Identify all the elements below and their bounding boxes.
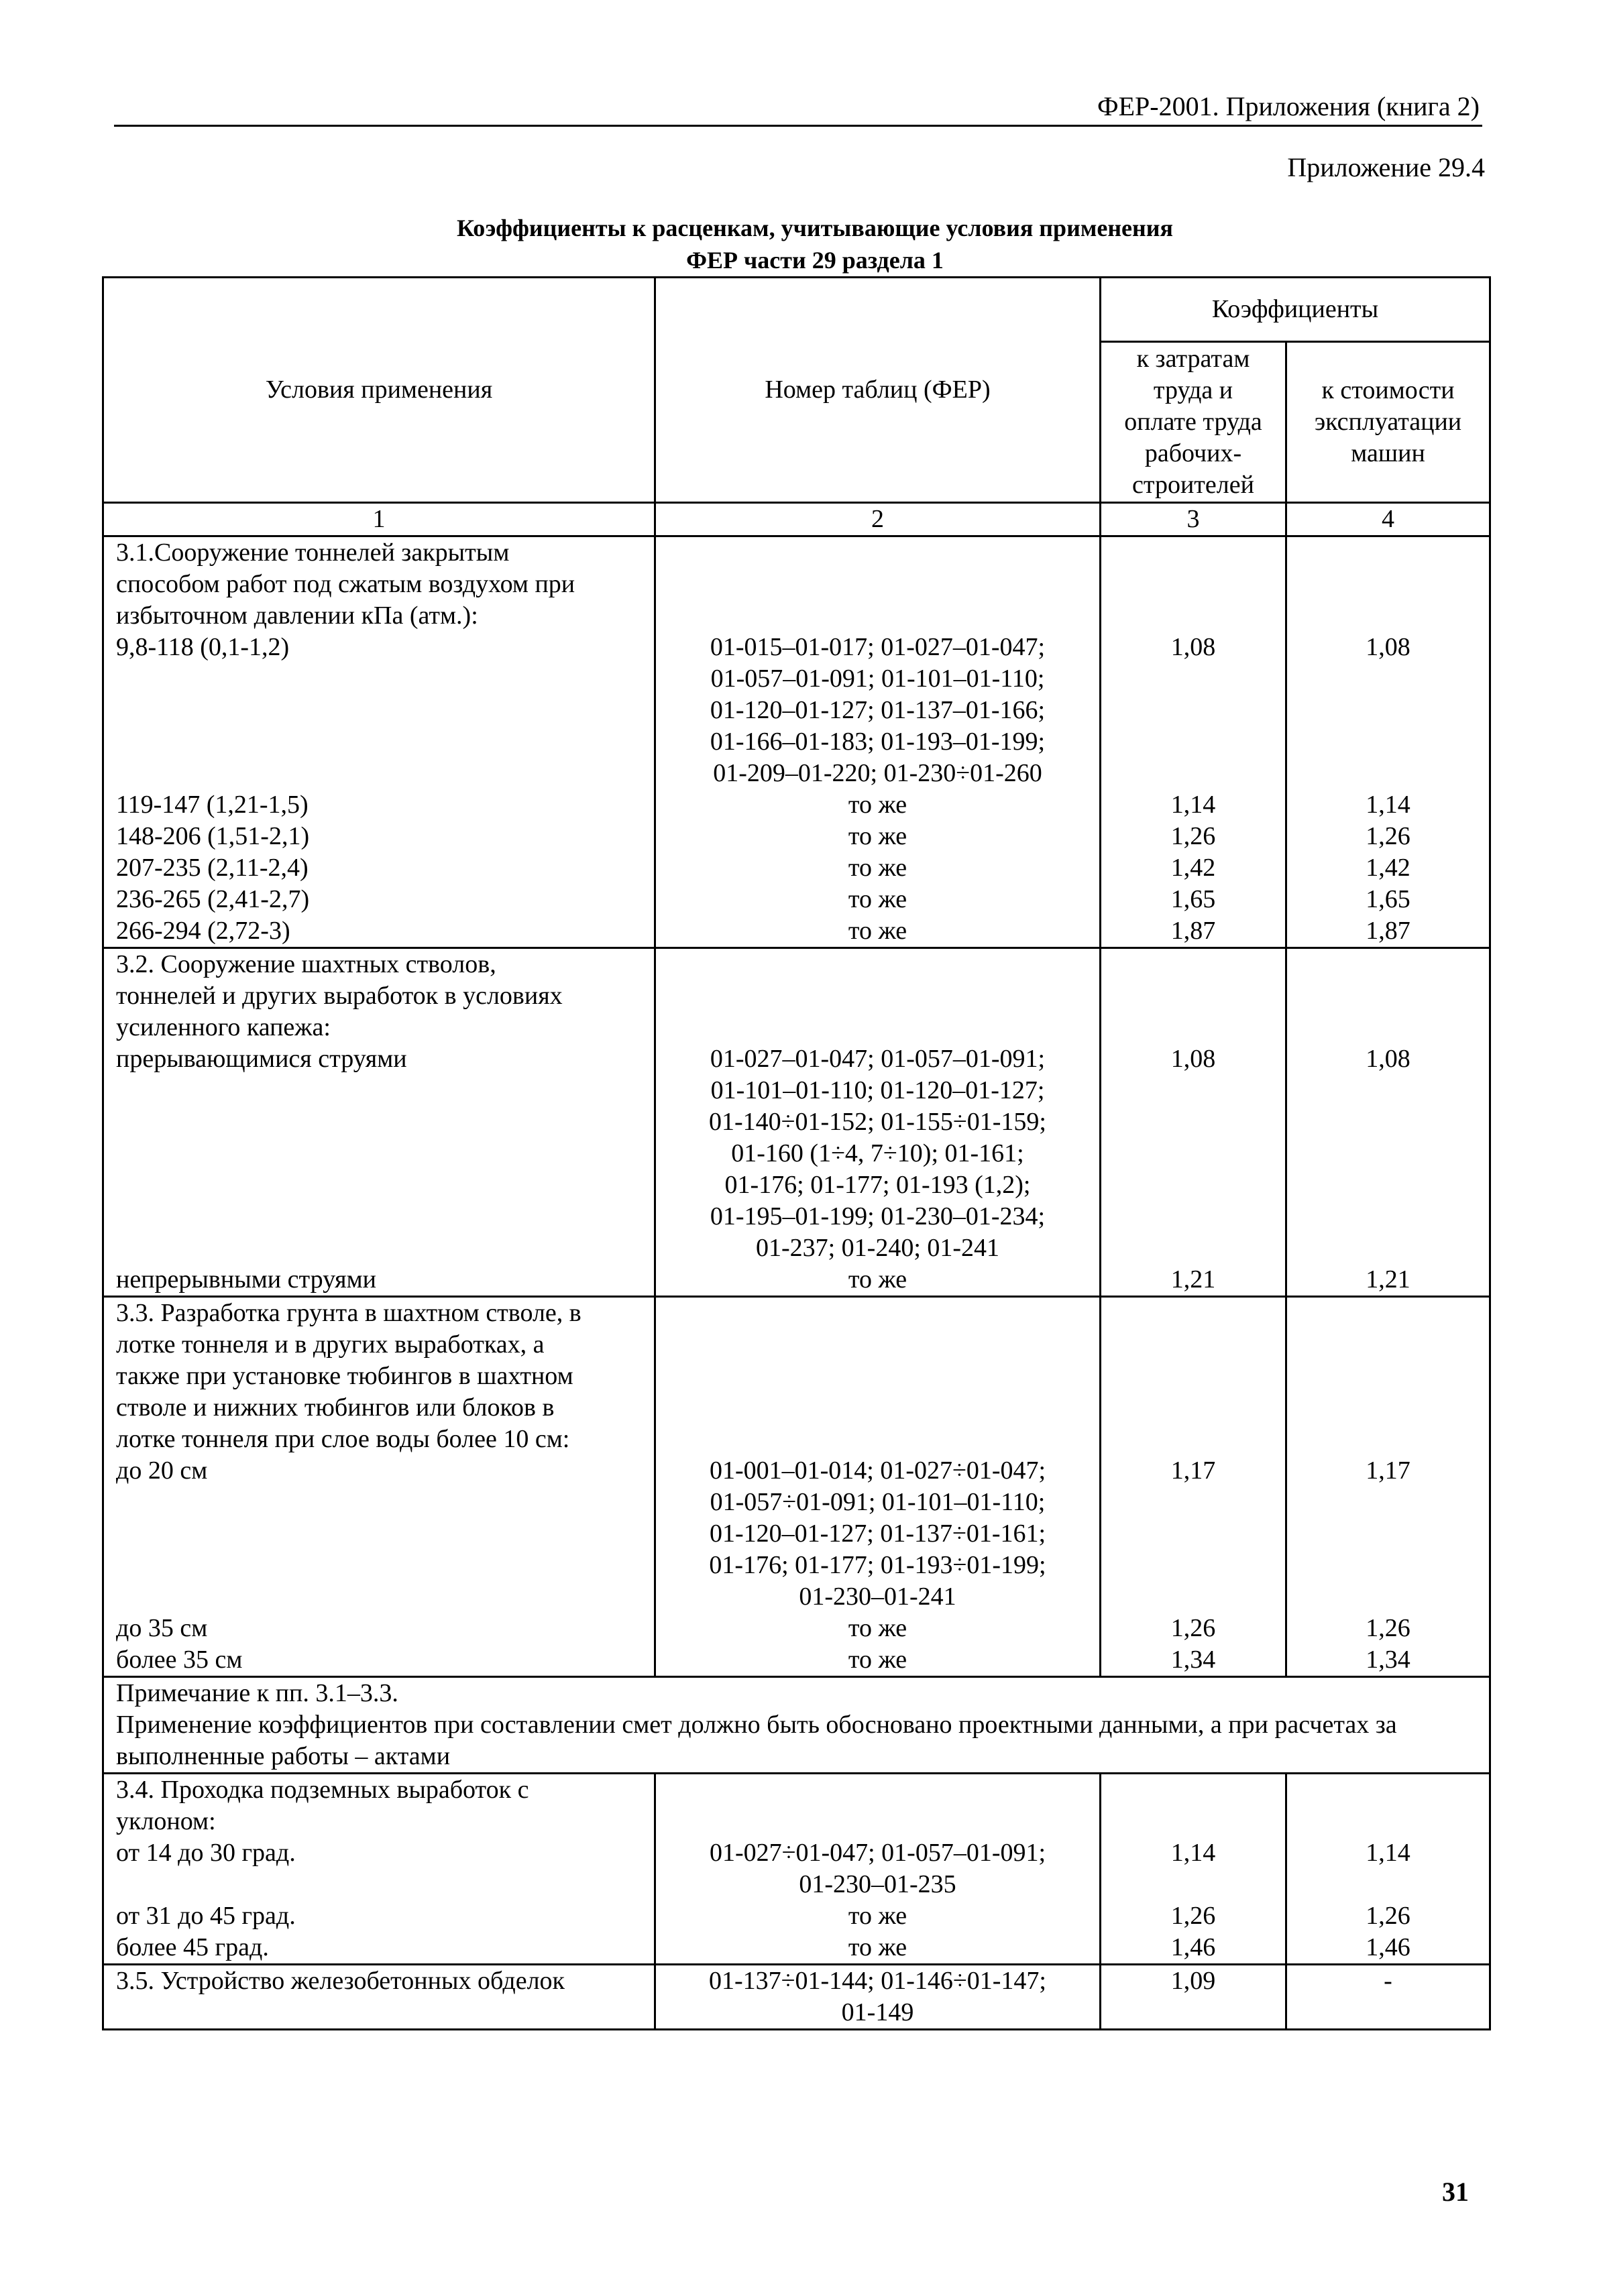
labor-coef-value: 1,46 [1170, 1933, 1216, 1961]
spacer [1101, 726, 1285, 758]
table-ref-line: то же [848, 791, 907, 819]
spacer [116, 1487, 649, 1518]
spacer [1287, 1232, 1489, 1264]
table-ref-line: 01-176; 01-177; 01-193÷01-199; [709, 1551, 1046, 1579]
machine-coef-value: 1,14 [1366, 791, 1410, 819]
machine-coef-cell [1286, 948, 1490, 1297]
table-ref-line: то же [848, 1646, 907, 1674]
condition-label: 266-294 (2,72-3) [116, 917, 290, 945]
machine-coef-value: 1,08 [1366, 633, 1410, 661]
spacer [1287, 1298, 1489, 1329]
spacer [116, 1518, 649, 1550]
labor-coef-value: 1,34 [1170, 1646, 1216, 1674]
labor-coef-value: 1,17 [1170, 1456, 1216, 1485]
spacer [656, 980, 1099, 1012]
machine-coef-value: 1,26 [1366, 822, 1410, 850]
spacer [1101, 695, 1285, 726]
conditions-cell [103, 948, 655, 1297]
table-ref-line: 01-140÷01-152; 01-155÷01-159; [709, 1108, 1046, 1136]
spacer [1101, 1392, 1285, 1424]
spacer [1287, 569, 1489, 600]
spacer [1287, 1392, 1489, 1424]
condition-label: 207-235 (2,11-2,4) [116, 854, 309, 882]
spacer [1101, 1997, 1285, 2028]
labor-coef-value: 1,87 [1170, 917, 1216, 945]
table-ref-line: то же [848, 854, 907, 882]
spacer [1101, 1424, 1285, 1455]
labor-coef-cell [1101, 536, 1286, 948]
section-heading-line: 3.3. Разработка грунта в шахтном стволе, в [116, 1299, 581, 1327]
labor-coef-value: 1,21 [1170, 1265, 1216, 1294]
spacer [1101, 1201, 1285, 1232]
table-ref-line: 01-237; 01-240; 01-241 [755, 1234, 1000, 1262]
table-ref-line: то же [848, 1265, 907, 1294]
spacer [1287, 726, 1489, 758]
condition-label: прерывающимися струями [116, 1045, 407, 1073]
spacer [1101, 1329, 1285, 1361]
spacer [1101, 1550, 1285, 1581]
spacer [1287, 1361, 1489, 1392]
spacer [1287, 1106, 1489, 1138]
spacer [656, 1774, 1099, 1806]
spacer [116, 1106, 649, 1138]
machine-coef-value: 1,26 [1366, 1614, 1410, 1642]
spacer [1287, 980, 1489, 1012]
column-number: 4 [1286, 503, 1490, 536]
table-title-line2: ФЕР части 29 раздела 1 [686, 247, 944, 274]
condition-label: 119-147 (1,21-1,5) [116, 791, 309, 819]
condition-label: 236-265 (2,41-2,7) [116, 885, 310, 913]
section-heading-line: также при установке тюбингов в шахтном [116, 1362, 573, 1390]
spacer [656, 949, 1099, 980]
spacer [1101, 1012, 1285, 1043]
spacer [1287, 1169, 1489, 1201]
table-ref-line: 01-160 (1÷4, 7÷10); 01-161; [731, 1139, 1024, 1167]
machine-coef-cell [1286, 536, 1490, 948]
table-ref-line: 01-101–01-110; 01-120–01-127; [710, 1076, 1045, 1104]
labor-coef-value: 1,14 [1170, 791, 1216, 819]
page-number: 31 [1442, 2177, 1469, 2207]
spacer [1101, 980, 1285, 1012]
condition-label: более 35 см [116, 1646, 243, 1674]
spacer [1287, 1075, 1489, 1106]
conditions-cell [103, 1965, 655, 2030]
table-ref-line: 01-015–01-017; 01-027–01-047; [710, 633, 1046, 661]
table-ref-line: то же [848, 822, 907, 850]
section-row [103, 948, 1490, 1297]
condition-label: 148-206 (1,51-2,1) [116, 822, 310, 850]
appendix-label: Приложение 29.4 [1287, 152, 1485, 182]
section-heading-line: 3.2. Сооружение шахтных стволов, [116, 950, 496, 978]
header-labor-coef: к затратам труда и оплате труда рабочих-строителей [1101, 342, 1286, 503]
condition-label: более 45 град. [116, 1933, 269, 1961]
spacer [1287, 1138, 1489, 1169]
labor-coef-value: 1,26 [1170, 1902, 1216, 1930]
section-row [103, 1297, 1490, 1677]
spacer [1101, 569, 1285, 600]
table-ref-line: то же [848, 1614, 907, 1642]
spacer [656, 1329, 1099, 1361]
table-ref-line: 01-195–01-199; 01-230–01-234; [710, 1202, 1046, 1230]
machine-coef-value: - [1384, 1967, 1392, 1995]
section-heading-line: 3.4. Проходка подземных выработок с [116, 1776, 529, 1804]
table-ref-line: 01-001–01-014; 01-027÷01-047; [709, 1456, 1046, 1485]
spacer [1101, 1298, 1285, 1329]
column-number: 2 [655, 503, 1101, 536]
spacer [656, 600, 1099, 632]
conditions-cell [103, 1297, 655, 1677]
spacer [1287, 1581, 1489, 1613]
note-title: Примечание к пп. 3.1–3.3. [116, 1679, 398, 1707]
spacer [1287, 949, 1489, 980]
spacer [116, 1201, 649, 1232]
spacer [1287, 1518, 1489, 1550]
machine-coef-value: 1,87 [1366, 917, 1410, 945]
spacer [656, 569, 1099, 600]
spacer [656, 1392, 1099, 1424]
spacer [1287, 1806, 1489, 1837]
table-ref-line: 01-209–01-220; 01-230÷01-260 [713, 759, 1042, 787]
spacer [1101, 1361, 1285, 1392]
machine-coef-value: 1,42 [1366, 854, 1410, 882]
header-conditions: Условия применения [103, 278, 655, 503]
table-ref-line: 01-120–01-127; 01-137–01-166; [710, 696, 1046, 724]
condition-label: 9,8-118 (0,1-1,2) [116, 633, 290, 661]
spacer [1101, 1869, 1285, 1900]
spacer [116, 1869, 649, 1900]
spacer [1101, 1487, 1285, 1518]
section-heading-line: усиленного капежа: [116, 1013, 331, 1041]
table-ref-line: 01-137÷01-144; 01-146÷01-147; [709, 1967, 1046, 1995]
spacer [116, 1997, 649, 2028]
machine-coef-cell [1286, 1965, 1490, 2030]
table-ref-line: 01-230–01-235 [799, 1870, 956, 1898]
table-title-line1: Коэффициенты к расценкам, учитывающие условия применения [457, 215, 1173, 241]
section-heading-line: уклоном: [116, 1807, 216, 1835]
labor-coef-value: 1,09 [1170, 1967, 1216, 1995]
condition-label: до 35 см [116, 1614, 208, 1642]
spacer [656, 1361, 1099, 1392]
spacer [1287, 758, 1489, 789]
header-table-numbers: Номер таблиц (ФЕР) [655, 278, 1101, 503]
machine-coef-value: 1,21 [1366, 1265, 1410, 1294]
spacer [1287, 663, 1489, 695]
table-ref-line: 01-166–01-183; 01-193–01-199; [710, 728, 1046, 756]
spacer [1101, 1106, 1285, 1138]
spacer [1287, 1550, 1489, 1581]
conditions-cell [103, 1774, 655, 1965]
machine-coef-cell [1286, 1774, 1490, 1965]
table-ref-line: 01-176; 01-177; 01-193 (1,2); [724, 1171, 1031, 1199]
spacer [1101, 1232, 1285, 1264]
section-row [103, 1965, 1490, 2030]
condition-label: от 31 до 45 град. [116, 1902, 296, 1930]
table-ref-line: 01-230–01-241 [799, 1583, 956, 1611]
section-row [103, 1774, 1490, 1965]
machine-coef-value: 1,14 [1366, 1839, 1410, 1867]
spacer [1287, 537, 1489, 569]
condition-label: от 14 до 30 град. [116, 1839, 296, 1867]
section-heading-line: тоннелей и других выработок в условиях [116, 982, 563, 1010]
spacer [1287, 1329, 1489, 1361]
labor-coef-value: 1,08 [1170, 633, 1216, 661]
condition-label: 3.5. Устройство железобетонных обделок [116, 1967, 565, 1995]
spacer [1287, 1487, 1489, 1518]
labor-coef-value: 1,26 [1170, 822, 1216, 850]
spacer [1101, 663, 1285, 695]
spacer [656, 537, 1099, 569]
table-ref-line: 01-027–01-047; 01-057–01-091; [710, 1045, 1046, 1073]
spacer [116, 758, 649, 789]
condition-label: непрерывными струями [116, 1265, 376, 1294]
spacer [1101, 1581, 1285, 1613]
labor-coef-cell [1101, 1297, 1286, 1677]
labor-coef-cell [1101, 1774, 1286, 1965]
table-numbers-cell [655, 536, 1101, 948]
spacer [1101, 537, 1285, 569]
header-machine-coef: к стоимости эксплуатации машин [1286, 342, 1490, 503]
spacer [1101, 1169, 1285, 1201]
labor-coef-cell [1101, 948, 1286, 1297]
machine-coef-cell [1286, 1297, 1490, 1677]
spacer [116, 1075, 649, 1106]
conditions-cell [103, 536, 655, 948]
labor-coef-value: 1,65 [1170, 885, 1216, 913]
section-heading-line: стволе и нижних тюбингов или блоков в [116, 1393, 555, 1422]
spacer [1101, 600, 1285, 632]
spacer [1287, 1869, 1489, 1900]
coefficients-table [102, 276, 1491, 2030]
spacer [1101, 758, 1285, 789]
section-heading-line: лотке тоннеля при слое воды более 10 см: [116, 1425, 570, 1453]
spacer [1287, 1424, 1489, 1455]
machine-coef-value: 1,65 [1366, 885, 1410, 913]
machine-coef-value: 1,08 [1366, 1045, 1410, 1073]
table-ref-line: 01-057÷01-091; 01-101–01-110; [710, 1488, 1046, 1516]
table-ref-line: 01-057–01-091; 01-101–01-110; [710, 665, 1045, 693]
machine-coef-value: 1,17 [1366, 1456, 1410, 1485]
spacer [1101, 1075, 1285, 1106]
table-ref-line: то же [848, 1902, 907, 1930]
labor-coef-value: 1,26 [1170, 1614, 1216, 1642]
condition-label: до 20 см [116, 1456, 208, 1485]
spacer [116, 726, 649, 758]
table-numbers-cell [655, 948, 1101, 1297]
running-title: ФЕР-2001. Приложения (книга 2) [1097, 91, 1480, 121]
spacer [1287, 1201, 1489, 1232]
machine-coef-value: 1,26 [1366, 1902, 1410, 1930]
table-ref-line: то же [848, 1933, 907, 1961]
labor-coef-value: 1,42 [1170, 854, 1216, 882]
spacer [1101, 949, 1285, 980]
spacer [116, 1169, 649, 1201]
spacer [1101, 1518, 1285, 1550]
labor-coef-value: 1,14 [1170, 1839, 1216, 1867]
table-body-sections-after [103, 1774, 1490, 2030]
table-numbers-cell [655, 1774, 1101, 1965]
section-heading-line: лотке тоннеля и в других выработках, а [116, 1330, 545, 1359]
machine-coef-value: 1,46 [1366, 1933, 1410, 1961]
section-row [103, 536, 1490, 948]
table-ref-line: то же [848, 885, 907, 913]
spacer [1101, 1774, 1285, 1806]
labor-coef-cell [1101, 1965, 1286, 2030]
table-numbers-cell [655, 1297, 1101, 1677]
spacer [116, 695, 649, 726]
spacer [116, 1138, 649, 1169]
labor-coef-value: 1,08 [1170, 1045, 1216, 1073]
spacer [656, 1424, 1099, 1455]
section-heading-line: избыточном давлении кПа (атм.): [116, 601, 478, 630]
spacer [116, 1550, 649, 1581]
spacer [1287, 600, 1489, 632]
machine-coef-value: 1,34 [1366, 1646, 1410, 1674]
spacer [1287, 1997, 1489, 2028]
section-heading-line: способом работ под сжатым воздухом при [116, 570, 575, 598]
spacer [116, 1232, 649, 1264]
spacer [116, 1581, 649, 1613]
table-ref-line: 01-149 [841, 1998, 914, 2026]
spacer [1101, 1138, 1285, 1169]
table-note [103, 1677, 1490, 1774]
spacer [656, 1806, 1099, 1837]
spacer [1101, 1806, 1285, 1837]
table-body-sections [103, 536, 1490, 1677]
column-number: 3 [1101, 503, 1286, 536]
spacer [656, 1012, 1099, 1043]
spacer [1287, 1012, 1489, 1043]
section-heading-line: 3.1.Сооружение тоннелей закрытым [116, 538, 510, 567]
spacer [116, 663, 649, 695]
table-ref-line: 01-027÷01-047; 01-057–01-091; [709, 1839, 1046, 1867]
running-header [114, 89, 1482, 127]
note-text: Применение коэффициентов при составлении смет должно быть обосновано проектными данными, а при расчетах за выполненные работы – актами [116, 1711, 1397, 1770]
column-number: 1 [103, 503, 655, 536]
spacer [656, 1298, 1099, 1329]
table-ref-line: то же [848, 917, 907, 945]
table-ref-line: 01-120–01-127; 01-137÷01-161; [709, 1519, 1046, 1548]
header-coefficients: Коэффициенты [1101, 278, 1490, 342]
table-numbers-cell [655, 1965, 1101, 2030]
spacer [1287, 1774, 1489, 1806]
spacer [1287, 695, 1489, 726]
